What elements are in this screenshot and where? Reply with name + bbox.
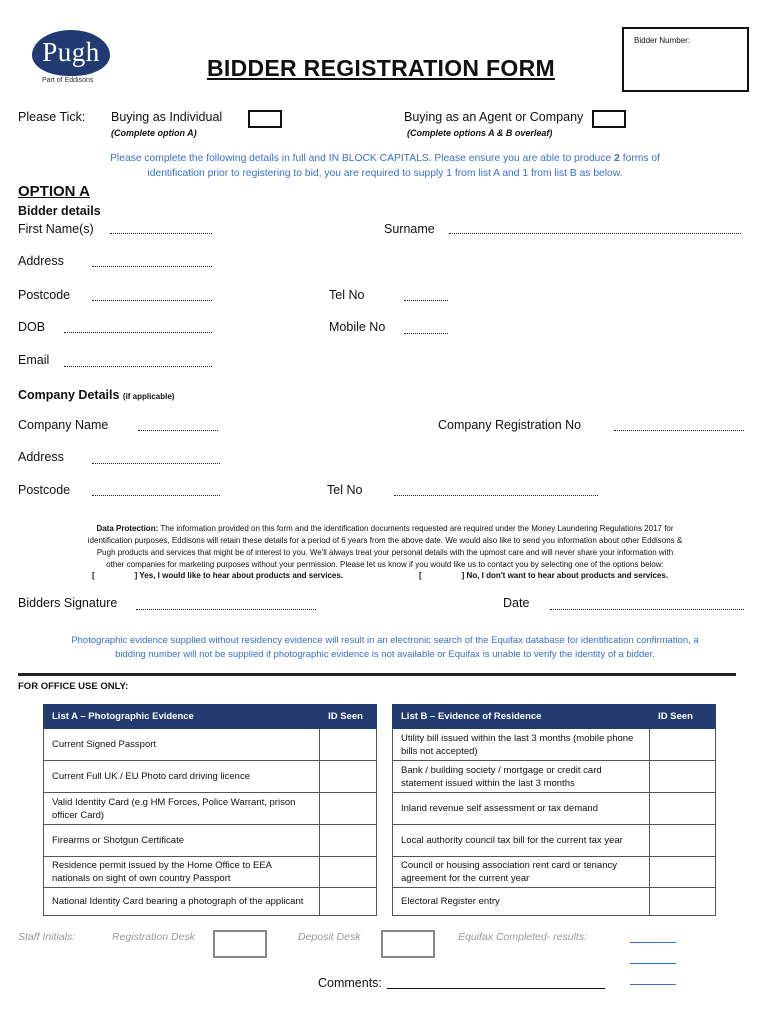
data-protection-line-4: other companies for marketing purposes without your permission. Please let us know if you would like us to contact you by selecting one of the options below: bbox=[106, 560, 664, 569]
marketing-no-option[interactable]: [ ] No, I don't want to hear about products and services. bbox=[419, 571, 669, 580]
signature-label: Bidders Signature bbox=[18, 596, 118, 610]
company-tel-label: Tel No bbox=[327, 483, 363, 497]
list-a-id-seen-cell[interactable] bbox=[320, 793, 377, 825]
list-b-item: Inland revenue self assessment or tax demand bbox=[393, 793, 650, 825]
list-a-item: Current Signed Passport bbox=[44, 729, 320, 761]
signature-field[interactable] bbox=[136, 609, 316, 610]
tel-no-field[interactable] bbox=[404, 300, 448, 301]
mobile-no-field[interactable] bbox=[404, 333, 448, 334]
list-a-id-seen-cell[interactable] bbox=[320, 729, 377, 761]
option-a-heading: OPTION A bbox=[18, 183, 90, 200]
list-a-item: Firearms or Shotgun Certificate bbox=[44, 825, 320, 857]
first-name-field[interactable] bbox=[110, 233, 212, 234]
surname-field[interactable] bbox=[449, 233, 741, 234]
page-title: BIDDER REGISTRATION FORM bbox=[207, 55, 555, 81]
photo-note-line-1: Photographic evidence supplied without residency evidence will result in an electronic search of the Equifax database for identification confirmation, a bbox=[71, 635, 699, 646]
agent-label: Buying as an Agent or Company bbox=[404, 110, 584, 124]
logo-subtitle: Part of Eddisons bbox=[42, 77, 94, 84]
divider bbox=[18, 673, 736, 676]
data-protection-line-2: identification purposes, Eddisons will retain these details for a period of 6 years from the above date. We would also like to send you information about other Eddisons & bbox=[87, 536, 683, 545]
list-b-id-seen-cell[interactable] bbox=[650, 729, 716, 761]
address-label: Address bbox=[18, 254, 64, 268]
list-b-item: Local authority council tax bill for the current tax year bbox=[393, 825, 650, 857]
first-name-label: First Name(s) bbox=[18, 222, 94, 236]
list-b-id-seen-cell[interactable] bbox=[650, 761, 716, 793]
individual-checkbox[interactable] bbox=[248, 110, 282, 128]
bidder-number-label: Bidder Number: bbox=[634, 36, 691, 45]
company-address-field[interactable] bbox=[92, 463, 220, 464]
list-b-item: Electoral Register entry bbox=[393, 888, 650, 916]
staff-initials-label: Staff Initials: bbox=[18, 931, 76, 943]
registration-desk-label: Registration Desk bbox=[112, 931, 195, 943]
list-a-table bbox=[43, 704, 377, 916]
comments-label: Comments: bbox=[318, 976, 382, 990]
deposit-desk-box[interactable] bbox=[381, 930, 435, 958]
list-b-header: List B – Evidence of Residence bbox=[393, 705, 650, 729]
photo-note-line-2: bidding number will not be supplied if photographic evidence is not available or Equifax is unable to verify the identity of a bidder. bbox=[115, 649, 655, 660]
mobile-no-label: Mobile No bbox=[329, 320, 386, 334]
marketing-yes-option[interactable]: [ ] Yes, I would like to hear about products and services. bbox=[92, 571, 344, 580]
surname-label: Surname bbox=[384, 222, 435, 236]
company-tel-field[interactable] bbox=[394, 495, 598, 496]
date-label: Date bbox=[503, 596, 530, 610]
list-a-header: List A – Photographic Evidence bbox=[44, 705, 320, 729]
email-label: Email bbox=[18, 353, 50, 367]
equifax-result-line-2[interactable] bbox=[630, 963, 676, 964]
individual-note: (Complete option A) bbox=[111, 128, 197, 138]
dob-field[interactable] bbox=[64, 332, 212, 333]
list-b-table bbox=[392, 704, 716, 916]
agent-note: (Complete options A & B overleaf) bbox=[407, 128, 553, 138]
list-b-item: Utility bill issued within the last 3 months (mobile phone bills not accepted) bbox=[393, 729, 650, 761]
deposit-desk-label: Deposit Desk bbox=[298, 931, 361, 943]
list-a-item: Current Full UK / EU Photo card driving licence bbox=[44, 761, 320, 793]
list-a-item: National Identity Card bearing a photograph of the applicant bbox=[44, 888, 320, 916]
tel-no-label: Tel No bbox=[329, 288, 365, 302]
bidder-details-heading: Bidder details bbox=[18, 204, 101, 218]
registration-desk-box[interactable] bbox=[213, 930, 267, 958]
company-name-label: Company Name bbox=[18, 418, 109, 432]
list-b-id-seen-cell[interactable] bbox=[650, 857, 716, 888]
date-field[interactable] bbox=[550, 609, 744, 610]
company-name-field[interactable] bbox=[138, 430, 218, 431]
logo-text: Pugh bbox=[42, 37, 100, 67]
equifax-label: Equifax Completed- results: bbox=[458, 931, 587, 943]
list-a-id-seen-cell[interactable] bbox=[320, 761, 377, 793]
list-b-id-seen-cell[interactable] bbox=[650, 888, 716, 916]
office-use-heading: FOR OFFICE USE ONLY: bbox=[18, 681, 129, 692]
agent-checkbox[interactable] bbox=[592, 110, 626, 128]
postcode-label: Postcode bbox=[18, 288, 71, 302]
list-a-id-seen-cell[interactable] bbox=[320, 888, 377, 916]
equifax-result-line-3[interactable] bbox=[630, 984, 676, 985]
intro-line-1: Please complete the following details in full and IN BLOCK CAPITALS. Please ensure you are able to produce 2 forms of bbox=[110, 153, 660, 164]
list-b-id-seen-header: ID Seen bbox=[650, 705, 716, 729]
list-a-item: Valid Identity Card (e.g HM Forces, Police Warrant, prison officer Card) bbox=[44, 793, 320, 825]
list-a-id-seen-cell[interactable] bbox=[320, 825, 377, 857]
intro-line-2: identification prior to registering to bid, you are required to supply 1 from list A and 1 from list B as below. bbox=[147, 168, 623, 179]
please-tick-label: Please Tick: bbox=[18, 110, 86, 124]
list-b-item: Council or housing association rent card or tenancy agreement for the current year bbox=[393, 857, 650, 888]
company-reg-field[interactable] bbox=[614, 430, 744, 431]
postcode-field[interactable] bbox=[92, 300, 212, 301]
company-postcode-label: Postcode bbox=[18, 483, 71, 497]
list-a-id-seen-header: ID Seen bbox=[320, 705, 377, 729]
data-protection-line-1: Data Protection: The information provided on this form and the identification documents requested are required under the Money Laundering Regulations 2017 for bbox=[96, 524, 674, 533]
individual-label: Buying as Individual bbox=[111, 110, 223, 124]
address-field[interactable] bbox=[92, 266, 212, 267]
list-b-id-seen-cell[interactable] bbox=[650, 793, 716, 825]
list-a-id-seen-cell[interactable] bbox=[320, 857, 377, 888]
pugh-logo bbox=[32, 30, 110, 76]
company-postcode-field[interactable] bbox=[92, 495, 220, 496]
bidder-number-box[interactable] bbox=[622, 27, 749, 92]
company-details-heading: Company Details (if applicable) bbox=[18, 388, 175, 402]
comments-field[interactable] bbox=[387, 988, 605, 989]
list-b-item: Bank / building society / mortgage or credit card statement issued within the last 3 months bbox=[393, 761, 650, 793]
equifax-result-line-1[interactable] bbox=[630, 942, 676, 943]
list-a-item: Residence permit issued by the Home Office to EEA nationals on sight of own country Passport bbox=[44, 857, 320, 888]
dob-label: DOB bbox=[18, 320, 46, 334]
company-reg-label: Company Registration No bbox=[438, 418, 582, 432]
data-protection-line-3: Pugh products and services that might be of interest to you. We'll always treat your personal details with the upmost care and will never share your information with bbox=[96, 548, 674, 557]
email-field[interactable] bbox=[64, 366, 212, 367]
list-b-id-seen-cell[interactable] bbox=[650, 825, 716, 857]
company-address-label: Address bbox=[18, 450, 64, 464]
